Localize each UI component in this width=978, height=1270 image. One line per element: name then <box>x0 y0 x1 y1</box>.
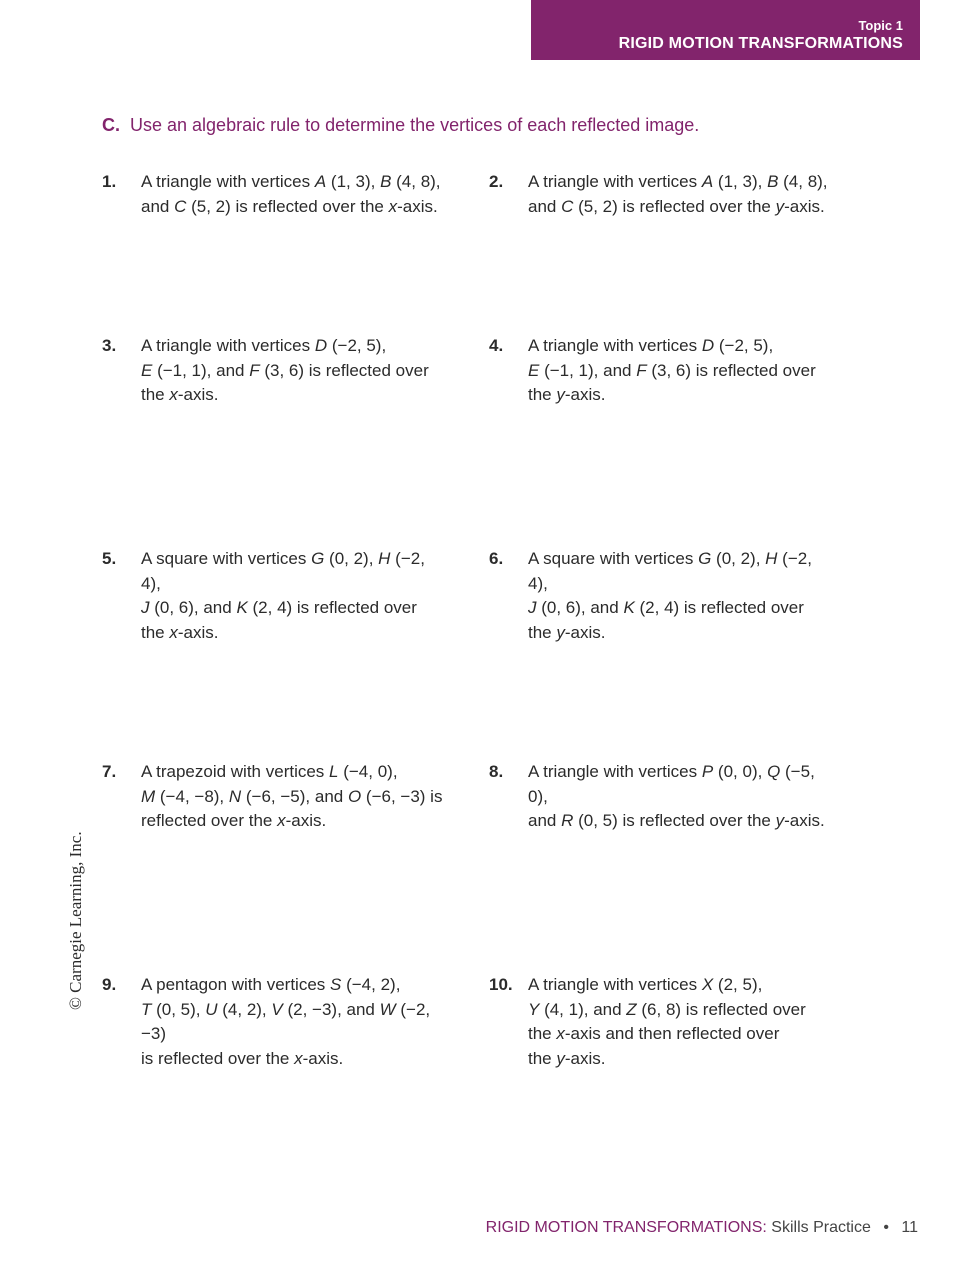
topic-label: Topic 1 <box>858 18 903 33</box>
problem-number: 6. <box>489 549 504 568</box>
problem-number: 5. <box>102 549 117 568</box>
problem-2 <box>489 170 834 219</box>
problem-number: 7. <box>102 762 117 781</box>
problem-text: A triangle with vertices A (1, 3), B (4, 8), and C (5, 2) is reflected over the y-axis. <box>528 172 828 216</box>
section-instruction <box>102 113 699 137</box>
problem-text: A square with vertices G (0, 2), H (−2, 4), J (0, 6), and K (2, 4) is reflected over the y-axis. <box>528 549 812 642</box>
footer-separator: • <box>883 1219 889 1236</box>
problem-text: A trapezoid with vertices L (−4, 0), M (−4, −8), N (−6, −5), and O (−6, −3) is reflected over the x-axis. <box>141 762 443 830</box>
problem-number: 1. <box>102 172 117 191</box>
problem-3 <box>102 334 447 408</box>
problem-number: 9. <box>102 975 117 994</box>
section-letter: C. <box>102 115 120 135</box>
footer-title: RIGID MOTION TRANSFORMATIONS: <box>485 1219 767 1236</box>
problem-8 <box>489 760 834 834</box>
page-number: 11 <box>901 1219 918 1236</box>
problem-10 <box>489 973 834 1071</box>
problem-6 <box>489 547 834 645</box>
topic-banner <box>531 0 920 60</box>
problem-7 <box>102 760 447 834</box>
problem-text: A triangle with vertices X (2, 5), Y (4, 1), and Z (6, 8) is reflected over the x-axis and then reflected over the y-axis. <box>528 975 806 1068</box>
problem-9 <box>102 973 447 1071</box>
instruction-text: Use an algebraic rule to determine the vertices of each reflected image. <box>130 115 700 135</box>
problem-number: 3. <box>102 336 117 355</box>
topic-title: RIGID MOTION TRANSFORMATIONS <box>618 35 903 52</box>
page-footer <box>486 1217 918 1239</box>
problem-text: A pentagon with vertices S (−4, 2), T (0, 5), U (4, 2), V (2, −3), and W (−2, −3) is reflected over the x-axis. <box>141 975 431 1068</box>
problem-number: 4. <box>489 336 504 355</box>
problem-number: 8. <box>489 762 504 781</box>
problem-number: 10. <box>489 975 513 994</box>
problem-text: A triangle with vertices P (0, 0), Q (−5, 0), and R (0, 5) is reflected over the y-axis. <box>528 762 825 830</box>
footer-subtitle: Skills Practice <box>771 1219 871 1236</box>
problem-text: A square with vertices G (0, 2), H (−2, 4), J (0, 6), and K (2, 4) is reflected over the x-axis. <box>141 549 425 642</box>
problem-number: 2. <box>489 172 504 191</box>
problem-text: A triangle with vertices D (−2, 5), E (−1, 1), and F (3, 6) is reflected over the x-axis. <box>141 336 429 404</box>
problem-text: A triangle with vertices D (−2, 5), E (−1, 1), and F (3, 6) is reflected over the y-axis. <box>528 336 816 404</box>
problem-text: A triangle with vertices A (1, 3), B (4, 8), and C (5, 2) is reflected over the x-axis. <box>141 172 441 216</box>
problem-4 <box>489 334 834 408</box>
copyright-notice: © Carnegie Learning, Inc. <box>66 831 85 1010</box>
problem-5 <box>102 547 447 645</box>
problem-1 <box>102 170 447 219</box>
